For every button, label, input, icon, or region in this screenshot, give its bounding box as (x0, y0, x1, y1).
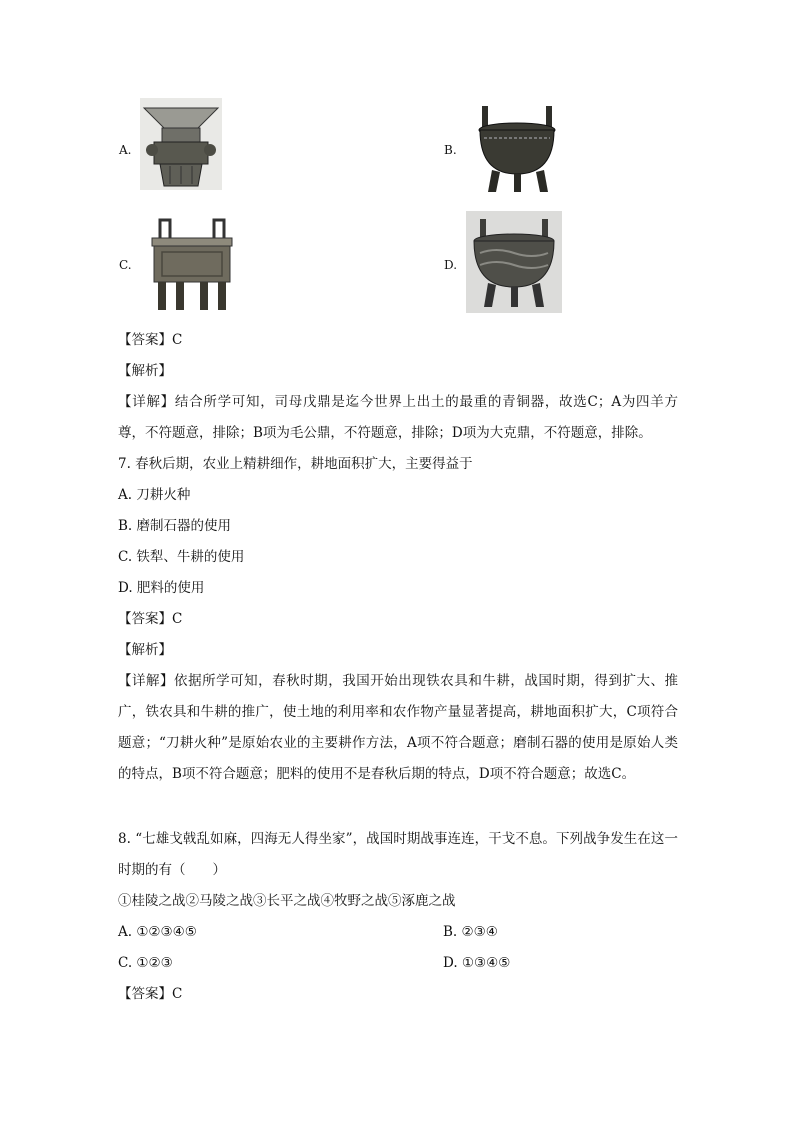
q7-option-a: A. 刀耕火种 (118, 487, 191, 503)
q6-answer: 【答案】C (118, 332, 183, 348)
q7-answer: 【答案】C (118, 611, 183, 627)
q8-option-a: A. ①②③④⑤ (118, 924, 197, 940)
q7-option-c: C. 铁犁、牛耕的使用 (118, 549, 245, 565)
bronze-round-ding-gray-image (466, 211, 562, 313)
q8-option-b: B. ②③④ (443, 924, 498, 940)
q6-detail: 【详解】结合所学可知，司母戊鼎是迄今世界上出土的最重的青铜器，故选C；A为四羊方尊，不符题意，排除；B项为毛公鼎，不符题意，排除；D项为大克鼎，不符题意，排除。 (118, 394, 678, 441)
q8-option-d: D. ①③④⑤ (443, 955, 511, 971)
q8-items: ①桂陵之战②马陵之战③长平之战④牧野之战⑤涿鹿之战 (118, 893, 456, 909)
q8-answer: 【答案】C (118, 986, 183, 1002)
bronze-fangzun-image (140, 98, 222, 190)
q6-analysis-heading: 【解析】 (118, 363, 172, 379)
option-d-label: D. (444, 258, 458, 272)
bronze-square-ding-image (148, 218, 236, 314)
q8-option-c: C. ①②③ (118, 955, 173, 971)
q7-option-d: D. 肥料的使用 (118, 580, 205, 596)
q7-analysis-heading: 【解析】 (118, 642, 172, 658)
option-a-label: A. (119, 143, 132, 157)
bronze-round-ding-image (474, 104, 560, 194)
option-b-label: B. (444, 143, 457, 157)
q7-stem: 7. 春秋后期，农业上精耕细作，耕地面积扩大，主要得益于 (118, 456, 473, 472)
option-c-label: C. (119, 258, 132, 272)
q8-stem: 8. “七雄戈戟乱如麻，四海无人得坐家”，战国时期战事连连，干戈不息。下列战争发生在这一时期的有（ ） (118, 831, 678, 878)
q7-detail: 【详解】依据所学可知，春秋时期，我国开始出现铁农具和牛耕，战国时期，得到扩大、推广，铁农具和牛耕的推广，使土地的利用率和农作物产量显著提高，耕地面积扩大，C项符合题意；“刀耕火种”是原始农业的主要耕作方法，A项不符合题意；磨制石器的使用是原始人类的特点，B项不符合题意；肥料的使用不是春秋后期的特点，D项不符合题意；故选C。 (118, 673, 678, 782)
q7-option-b: B. 磨制石器的使用 (118, 518, 232, 534)
